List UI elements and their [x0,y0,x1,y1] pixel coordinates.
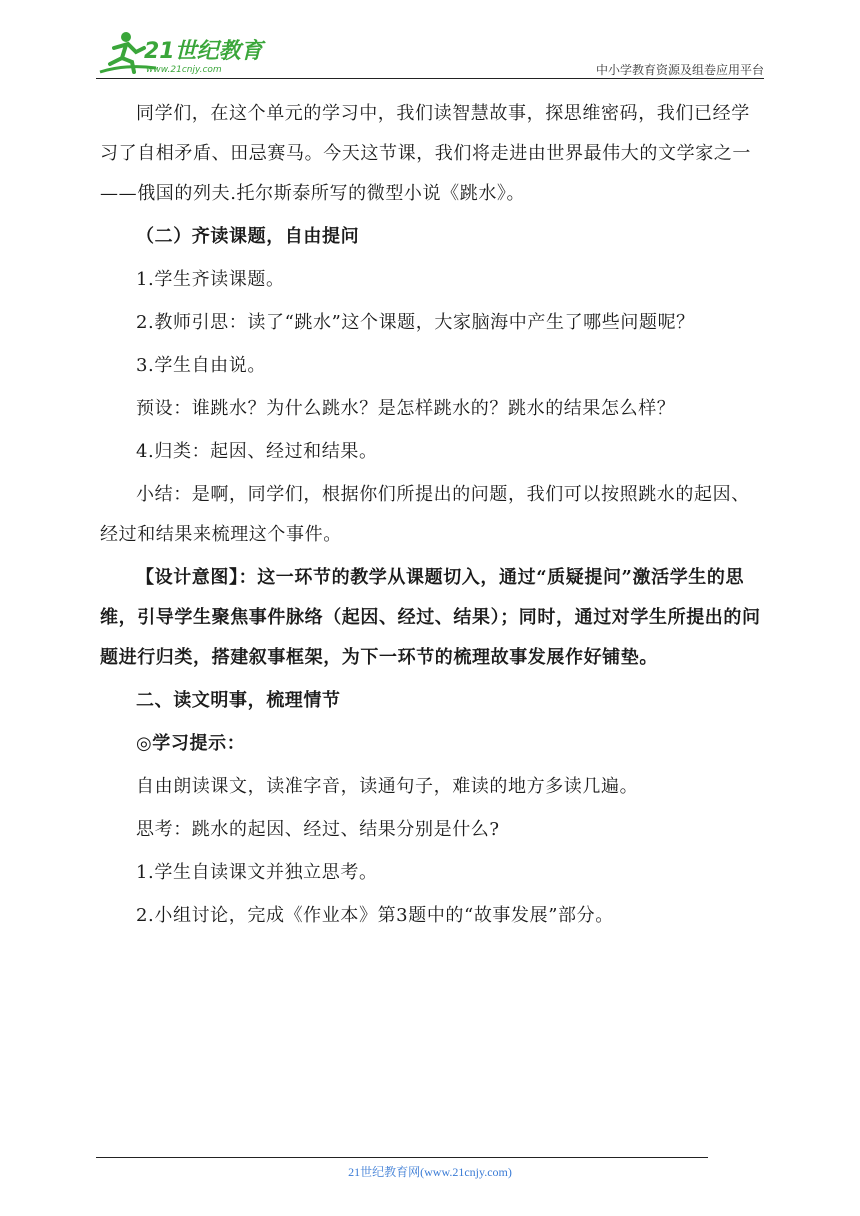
list-item: 2.小组讨论，完成《作业本》第3题中的“故事发展”部分。 [136,905,614,926]
section-heading-read: 二、读文明事，梳理情节 [136,690,341,711]
runner-logo-icon [96,28,296,78]
header-divider [96,78,764,79]
paragraph-intro: 同学们，在这个单元的学习中，我们读智慧故事，探思维密码，我们已经学习了自相矛盾、田忌赛马。今天这节课，我们将走进由世界最伟大的文学家之一——俄国的列夫.托尔斯泰所写的微型小说《跳水》。 [100,103,751,204]
page-header [96,28,764,80]
logo-url: www.21cnjy.com [146,65,222,75]
study-tip: 自由朗读课文，读准字音，读通句子，难读的地方多读几遍。 [136,776,639,797]
document-body [100,100,764,945]
list-item: 1.学生自读课文并独立思考。 [136,862,378,883]
list-item: 3.学生自由说。 [136,355,266,376]
footer-link[interactable]: 21世纪教育网(www.21cnjy.com) [348,1165,512,1179]
summary-paragraph: 小结：是啊，同学们，根据你们所提出的问题，我们可以按照跳水的起因、经过和结果来梳理这个事件。 [100,484,750,545]
platform-name: 中小学教育资源及组卷应用平台 [595,63,764,77]
list-item: 1.学生齐读课题。 [136,269,285,290]
footer-divider [96,1157,708,1158]
site-logo[interactable] [96,28,296,78]
section-heading-2: （二）齐读课题，自由提问 [136,226,360,247]
design-intent-paragraph: 【设计意图】：这一环节的教学从课题切入，通过“质疑提问”激活学生的思维，引导学生聚焦事件脉络（起因、经过、结果）；同时，通过对学生所提出的问题进行归类，搭建叙事框架，为下一环节的梳理故事发展作好铺垫。 [100,567,761,668]
thinking-question: 思考：跳水的起因、经过、结果分别是什么? [136,819,500,840]
study-tips-heading: ◎学习提示： [136,733,246,754]
list-item: 4.归类：起因、经过和结果。 [136,441,378,462]
logo-text: 21世纪教育 [144,39,263,64]
preset-answer: 预设：谁跳水？为什么跳水？是怎样跳水的？跳水的结果怎么样？ [136,398,676,419]
list-item: 2.教师引思：读了“跳水”这个课题，大家脑海中产生了哪些问题呢？ [136,312,695,333]
